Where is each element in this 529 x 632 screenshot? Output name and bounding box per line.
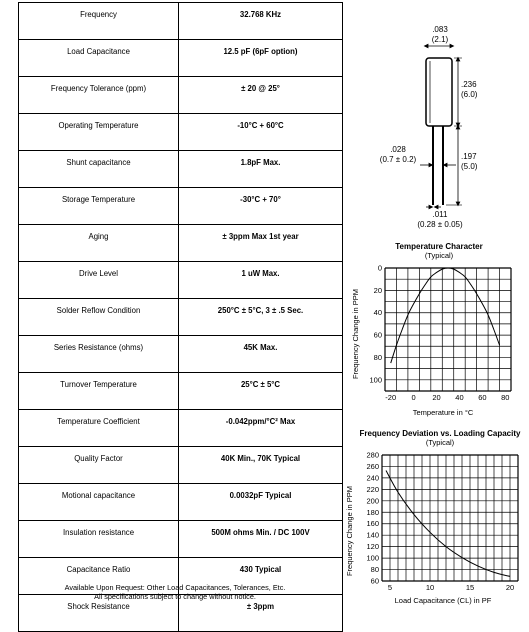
y-tick-label: 80 (370, 565, 379, 575)
spec-row (19, 262, 343, 299)
x-tick-label: 0 (411, 393, 416, 402)
y-tick-label: 20 (373, 285, 382, 295)
spec-value: 25°C ± 5°C (179, 373, 343, 410)
x-tick-label: 40 (455, 393, 464, 402)
spec-row (19, 373, 343, 410)
spec-value: -30°C + 70° (179, 188, 343, 225)
x-axis-label: Temperature in °C (412, 408, 474, 417)
y-tick-label: 280 (366, 450, 379, 460)
spec-value: ± 3ppm Max 1st year (179, 225, 343, 262)
y-tick-label: 140 (366, 530, 379, 540)
lead-spacing-mm-label: (0.7 ± 0.2) (379, 155, 417, 164)
y-tick-label: 80 (373, 352, 382, 362)
x-tick-label: 20 (432, 393, 441, 402)
spec-row (19, 225, 343, 262)
y-tick-label: 60 (373, 330, 382, 340)
spec-param: Storage Temperature (19, 188, 179, 225)
spec-table (18, 2, 343, 632)
spec-row (19, 188, 343, 225)
spec-param: Motional capacitance (19, 484, 179, 521)
spec-row (19, 114, 343, 151)
spec-param: Solder Reflow Condition (19, 299, 179, 336)
x-tick-label: 60 (478, 393, 487, 402)
spec-param: Aging (19, 225, 179, 262)
x-axis-label: Load Capacitance (CL) in PF (394, 596, 492, 605)
spec-param: Frequency (19, 3, 179, 40)
spec-value: 32.768 KHz (179, 3, 343, 40)
spec-row (19, 521, 343, 558)
y-tick-label: 120 (366, 542, 379, 552)
y-tick-label: 0 (377, 263, 382, 273)
spec-value: 1 uW Max. (179, 262, 343, 299)
lead-length-mm-label: (5.0) (461, 162, 478, 171)
width-mm-label: (2.1) (431, 35, 449, 44)
loading-capacity-chart (340, 425, 529, 610)
spec-value: 250°C ± 5°C, 3 ± .5 Sec. (179, 299, 343, 336)
chart-title: Temperature Character (395, 242, 483, 251)
x-tick-label: -20 (385, 393, 397, 402)
lead-length-inch-label: .197 (461, 152, 477, 161)
spec-row (19, 447, 343, 484)
spec-value: 12.5 pF (6pF option) (179, 40, 343, 77)
spec-param: Series Resistance (ohms) (19, 336, 179, 373)
spec-value: 1.8pF Max. (179, 151, 343, 188)
y-tick-label: 40 (373, 308, 382, 318)
temperature-chart (345, 238, 520, 420)
body-length-inch-label: .236 (461, 80, 477, 89)
footnote-line-2: All specifications subject to change without notice. (94, 592, 256, 602)
y-tick-label: 160 (366, 519, 379, 529)
lead-spacing-inch-label: .028 (390, 145, 406, 154)
chart-subtitle: (Typical) (425, 438, 455, 447)
x-tick-label: 80 (501, 393, 510, 402)
width-inch-label: .083 (432, 25, 448, 34)
dimension-drawing (370, 15, 520, 235)
spec-param: Insulation resistance (19, 521, 179, 558)
spec-value: ± 3ppm (179, 595, 343, 632)
y-tick-label: 260 (366, 461, 379, 471)
spec-param: Load Capacitance (19, 40, 179, 77)
lead-diameter-mm-label: (0.28 ± 0.05) (417, 220, 463, 229)
y-tick-label: 180 (366, 507, 379, 517)
spec-param: Drive Level (19, 262, 179, 299)
y-tick-label: 60 (370, 576, 379, 586)
spec-param: Shock Resistance (19, 595, 179, 632)
spec-value: 45K Max. (179, 336, 343, 373)
spec-row (19, 3, 343, 40)
spec-row (19, 336, 343, 373)
spec-value: -0.042ppm/°C² Max (179, 410, 343, 447)
x-tick-label: 5 (387, 583, 393, 592)
spec-value: 430 Typical (179, 558, 343, 595)
spec-param: Operating Temperature (19, 114, 179, 151)
spec-row (19, 410, 343, 447)
x-tick-label: 15 (465, 583, 475, 592)
spec-value: 500M ohms Min. / DC 100V (179, 521, 343, 558)
spec-value: ± 20 @ 25° (179, 77, 343, 114)
x-tick-label: 20 (505, 583, 515, 592)
spec-param: Frequency Tolerance (ppm) (19, 77, 179, 114)
x-tick-label: 10 (425, 583, 435, 592)
spec-value: 0.0032pF Typical (179, 484, 343, 521)
body-length-mm-label: (6.0) (461, 90, 478, 99)
spec-row (19, 77, 343, 114)
spec-row (19, 484, 343, 521)
y-tick-label: 100 (366, 553, 379, 563)
chart-title: Frequency Deviation vs. Loading Capacity (359, 429, 521, 438)
y-axis-label: Frequency Change in PPM (351, 288, 360, 380)
spec-row (19, 151, 343, 188)
spec-param: Capacitance Ratio (19, 558, 179, 595)
footnote-line-1: Available Upon Request: Other Load Capacitances, Tolerances, Etc. (64, 583, 286, 592)
series-line (391, 268, 500, 363)
spec-param: Shunt capacitance (19, 151, 179, 188)
lead-diameter-inch-label: .011 (432, 210, 448, 219)
spec-value: 40K Min., 70K Typical (179, 447, 343, 484)
spec-row (19, 299, 343, 336)
y-axis-label: Frequency Change in PPM (345, 485, 354, 577)
y-tick-label: 220 (366, 484, 379, 494)
y-tick-label: 200 (366, 496, 379, 506)
spec-param: Turnover Temperature (19, 373, 179, 410)
y-tick-label: 240 (366, 473, 379, 483)
spec-param: Quality Factor (19, 447, 179, 484)
spec-row (19, 40, 343, 77)
y-tick-label: 100 (369, 375, 382, 385)
spec-value: -10°C + 60°C (179, 114, 343, 151)
footnote (30, 583, 320, 601)
chart-subtitle: (Typical) (424, 251, 454, 260)
spec-param: Temperature Coefficient (19, 410, 179, 447)
